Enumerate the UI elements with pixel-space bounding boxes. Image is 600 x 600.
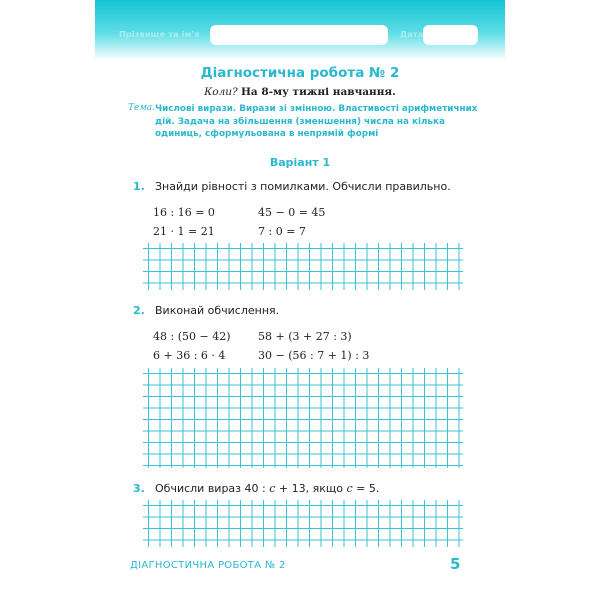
task-1-expression: 16 : 16 = 0 bbox=[153, 206, 215, 219]
task-1-expression: 7 : 0 = 7 bbox=[258, 225, 306, 238]
task-1-expression: 45 − 0 = 45 bbox=[258, 206, 326, 219]
task-1-number: 1. bbox=[133, 180, 145, 193]
page-title: Діагностична робота № 2 bbox=[200, 65, 400, 81]
footer-title: ДІАГНОСТИЧНА РОБОТА № 2 bbox=[130, 560, 286, 571]
task-3-text-after: = 5. bbox=[352, 482, 380, 495]
task-1-expression: 21 · 1 = 21 bbox=[153, 225, 215, 238]
task-2-expression: 58 + (3 + 27 : 3) bbox=[258, 330, 352, 343]
task-2-expression: 6 + 36 : 6 · 4 bbox=[153, 349, 226, 362]
header-band bbox=[95, 0, 505, 60]
task-1-answer-grid[interactable] bbox=[143, 243, 463, 290]
task-2-text: Виконай обчислення. bbox=[155, 304, 280, 317]
task-3-number: 3. bbox=[133, 482, 145, 495]
task-2-expression: 48 : (50 − 42) bbox=[153, 330, 231, 343]
page-number: 5 bbox=[450, 555, 461, 573]
variant-heading: Варіант 1 bbox=[269, 156, 331, 169]
when-text: На 8-му тижні навчання. bbox=[241, 86, 396, 98]
when-label: Коли? bbox=[204, 86, 238, 98]
tema-text: Числові вирази. Вирази зі змінною. Властивості арифметичних дій. Задача на збільшення (зменшення) числа на кілька одиниць, сформульована в непрямій формі bbox=[155, 104, 478, 139]
task-3-text bbox=[155, 482, 379, 495]
task-2-answer-grid[interactable] bbox=[143, 368, 463, 468]
task-1-text: Знайди рівності з помилками. Обчисли правильно. bbox=[155, 180, 451, 193]
task-2-expression: 30 − (56 : 7 + 1) : 3 bbox=[258, 349, 370, 362]
task-3-variable: c bbox=[269, 482, 276, 495]
name-label: Прізвище та ім'я bbox=[119, 30, 200, 39]
task-3-answer-grid[interactable] bbox=[143, 500, 463, 547]
name-field[interactable] bbox=[210, 25, 388, 45]
tema-label: Тема. bbox=[128, 103, 156, 113]
task-3-text-mid: + 13, якщо bbox=[275, 482, 347, 495]
date-field[interactable] bbox=[423, 25, 478, 45]
task-2-number: 2. bbox=[133, 304, 145, 317]
task-3-text-before: Обчисли вираз 40 : bbox=[155, 482, 270, 495]
task-3-variable: c bbox=[346, 482, 353, 495]
date-label: Дата bbox=[400, 30, 424, 39]
worksheet-page bbox=[95, 0, 505, 600]
when-line bbox=[95, 86, 505, 98]
